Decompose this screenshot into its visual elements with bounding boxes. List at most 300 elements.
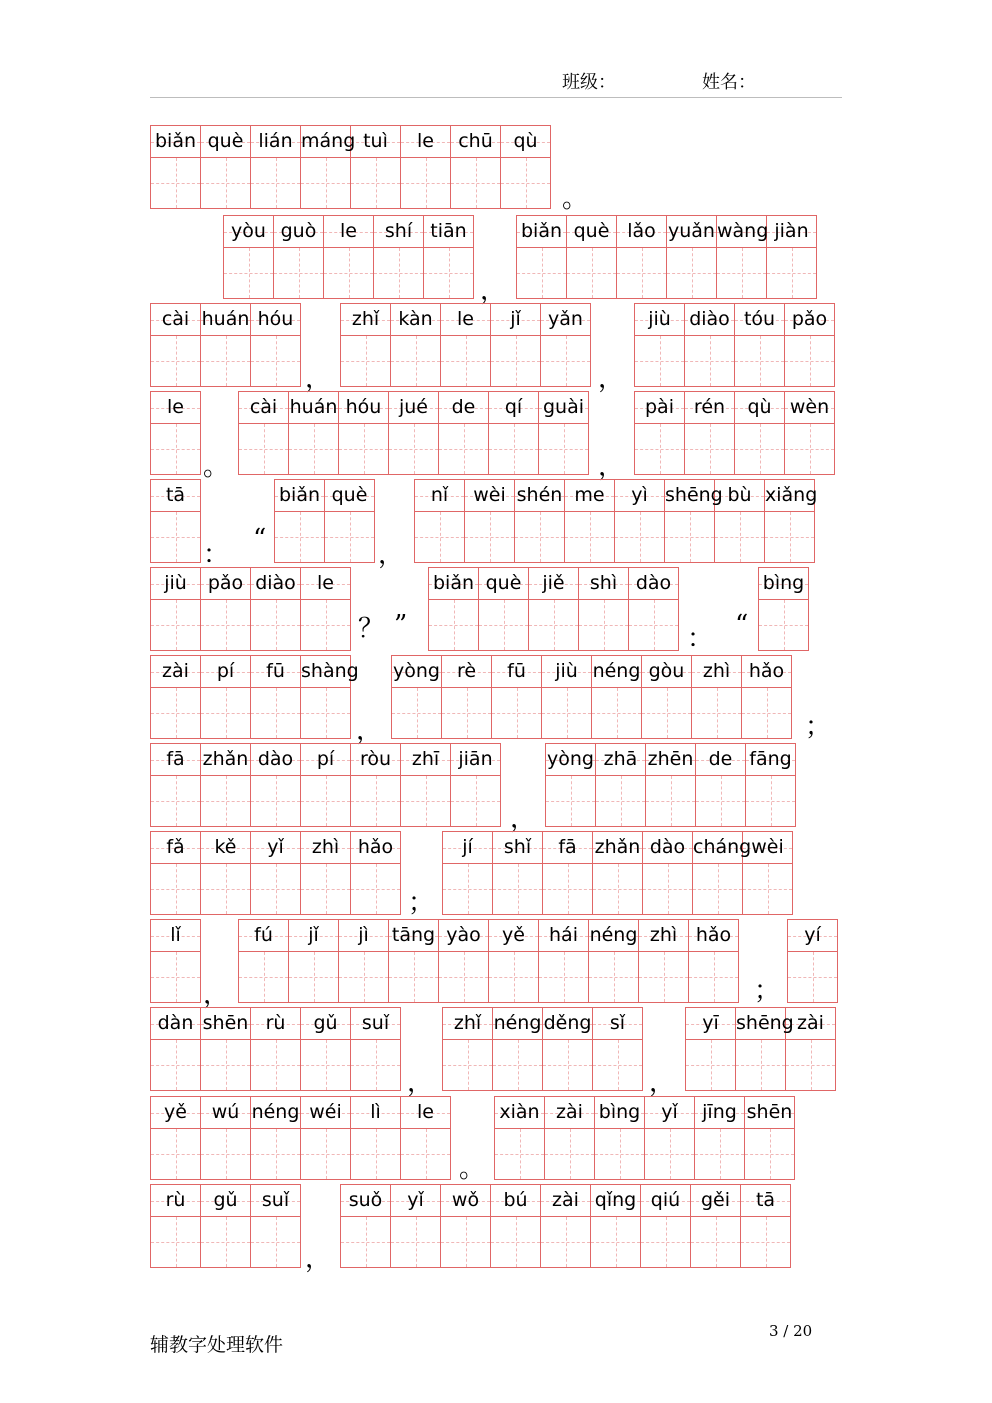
- hanzi-box[interactable]: [351, 158, 400, 208]
- writing-cell[interactable]: [695, 743, 746, 827]
- writing-cell[interactable]: [734, 391, 785, 475]
- hanzi-box[interactable]: [201, 688, 250, 738]
- hanzi-box[interactable]: [543, 864, 592, 914]
- hanzi-box[interactable]: [643, 864, 692, 914]
- writing-cell[interactable]: [640, 1184, 691, 1268]
- hanzi-box[interactable]: [289, 952, 338, 1002]
- hanzi-box[interactable]: [441, 1217, 490, 1267]
- hanzi-box[interactable]: [545, 1129, 594, 1179]
- hanzi-box[interactable]: [324, 248, 373, 298]
- writing-cell[interactable]: [538, 919, 589, 1003]
- hanzi-box[interactable]: [201, 776, 250, 826]
- hanzi-box[interactable]: [301, 776, 350, 826]
- writing-cell[interactable]: [150, 479, 201, 563]
- writing-cell[interactable]: [250, 567, 301, 651]
- hanzi-box[interactable]: [759, 600, 808, 650]
- hanzi-box[interactable]: [251, 336, 300, 386]
- writing-cell[interactable]: [150, 743, 201, 827]
- hanzi-box[interactable]: [301, 600, 350, 650]
- writing-cell[interactable]: [200, 1007, 251, 1091]
- hanzi-box[interactable]: [765, 512, 814, 562]
- hanzi-box[interactable]: [736, 1040, 785, 1090]
- hanzi-box[interactable]: [742, 688, 791, 738]
- hanzi-box[interactable]: [579, 600, 628, 650]
- hanzi-box[interactable]: [251, 1129, 300, 1179]
- writing-cell[interactable]: [595, 743, 646, 827]
- hanzi-box[interactable]: [743, 864, 792, 914]
- hanzi-box[interactable]: [201, 1129, 250, 1179]
- hanzi-box[interactable]: [339, 952, 388, 1002]
- hanzi-box[interactable]: [351, 864, 400, 914]
- hanzi-box[interactable]: [151, 1217, 200, 1267]
- pinyin-text: jiān: [458, 748, 493, 770]
- writing-cell[interactable]: [564, 479, 615, 563]
- writing-cell[interactable]: [638, 919, 689, 1003]
- writing-cell[interactable]: [591, 655, 642, 739]
- writing-cell[interactable]: [544, 1096, 595, 1180]
- hanzi-box[interactable]: [629, 600, 678, 650]
- hanzi-box[interactable]: [201, 1040, 250, 1090]
- writing-cell[interactable]: [578, 567, 629, 651]
- writing-cell[interactable]: [414, 479, 465, 563]
- hanzi-box[interactable]: [479, 600, 528, 650]
- hanzi-box[interactable]: [415, 512, 464, 562]
- writing-cell[interactable]: [566, 215, 617, 299]
- hanzi-box[interactable]: [351, 1129, 400, 1179]
- hanzi-box[interactable]: [546, 776, 595, 826]
- hanzi-box[interactable]: [595, 1129, 644, 1179]
- writing-cell[interactable]: [692, 831, 752, 915]
- hanzi-box[interactable]: [251, 864, 300, 914]
- hanzi-box[interactable]: [151, 1040, 200, 1090]
- writing-cell[interactable]: [690, 1184, 741, 1268]
- writing-cell[interactable]: [274, 479, 325, 563]
- writing-cell[interactable]: [200, 655, 251, 739]
- hanzi-box[interactable]: [495, 1129, 544, 1179]
- hanzi-box[interactable]: [786, 1040, 835, 1090]
- hanzi-box[interactable]: [565, 512, 614, 562]
- writing-cell[interactable]: [400, 743, 451, 827]
- writing-cell[interactable]: [200, 743, 251, 827]
- writing-cell[interactable]: [200, 831, 251, 915]
- hanzi-box[interactable]: [351, 1040, 400, 1090]
- writing-cell[interactable]: [300, 1096, 351, 1180]
- writing-cell[interactable]: [441, 655, 492, 739]
- tianzige-group: [150, 1007, 400, 1091]
- writing-cell[interactable]: [644, 1096, 695, 1180]
- hanzi-box[interactable]: [401, 1129, 450, 1179]
- writing-cell[interactable]: [500, 125, 551, 209]
- writing-cell[interactable]: [628, 567, 679, 651]
- writing-cell[interactable]: [324, 479, 375, 563]
- hanzi-box[interactable]: [275, 512, 324, 562]
- writing-cell[interactable]: [478, 567, 529, 651]
- writing-cell[interactable]: [338, 919, 389, 1003]
- writing-cell[interactable]: [350, 831, 401, 915]
- hanzi-box[interactable]: [635, 336, 684, 386]
- hanzi-box[interactable]: [224, 248, 273, 298]
- pinyin-text: zhī: [411, 748, 440, 770]
- hanzi-box[interactable]: [689, 952, 738, 1002]
- hanzi-box[interactable]: [251, 600, 300, 650]
- hanzi-box[interactable]: [596, 776, 645, 826]
- writing-cell[interactable]: [150, 1096, 201, 1180]
- hanzi-box[interactable]: [696, 776, 745, 826]
- writing-cell[interactable]: [200, 567, 251, 651]
- writing-cell[interactable]: [542, 831, 593, 915]
- writing-cell[interactable]: [200, 1184, 251, 1268]
- writing-cell[interactable]: [250, 1184, 301, 1268]
- writing-cell[interactable]: [450, 125, 501, 209]
- writing-cell[interactable]: [528, 567, 579, 651]
- writing-cell[interactable]: [594, 1096, 645, 1180]
- writing-cell[interactable]: [516, 215, 567, 299]
- hanzi-box[interactable]: [745, 1129, 794, 1179]
- writing-cell[interactable]: [150, 567, 201, 651]
- writing-cell[interactable]: [642, 831, 693, 915]
- hanzi-box[interactable]: [151, 952, 200, 1002]
- hanzi-box[interactable]: [301, 864, 350, 914]
- hanzi-box[interactable]: [239, 424, 288, 474]
- writing-cell[interactable]: [590, 1184, 641, 1268]
- writing-cell[interactable]: [538, 391, 589, 475]
- writing-cell[interactable]: [787, 919, 838, 1003]
- writing-cell[interactable]: [616, 215, 667, 299]
- hanzi-box[interactable]: [542, 688, 591, 738]
- hanzi-box[interactable]: [492, 688, 541, 738]
- hanzi-box[interactable]: [493, 1040, 542, 1090]
- writing-cell[interactable]: [614, 479, 665, 563]
- hanzi-box[interactable]: [301, 1129, 350, 1179]
- hanzi-box[interactable]: [201, 600, 250, 650]
- writing-cell[interactable]: [758, 567, 809, 651]
- writing-cell[interactable]: [784, 391, 835, 475]
- writing-cell[interactable]: [338, 391, 389, 475]
- writing-cell[interactable]: [488, 391, 539, 475]
- hanzi-box[interactable]: [491, 1217, 540, 1267]
- writing-cell[interactable]: [745, 743, 796, 827]
- hanzi-box[interactable]: [201, 158, 250, 208]
- writing-cell[interactable]: [150, 919, 201, 1003]
- hanzi-box[interactable]: [151, 600, 200, 650]
- hanzi-box[interactable]: [529, 600, 578, 650]
- writing-cell[interactable]: [442, 1007, 493, 1091]
- hanzi-box[interactable]: [592, 688, 641, 738]
- writing-cell[interactable]: [400, 1096, 451, 1180]
- writing-cell[interactable]: [250, 1007, 301, 1091]
- writing-cell[interactable]: [340, 1184, 391, 1268]
- writing-cell[interactable]: [440, 303, 491, 387]
- writing-cell[interactable]: [740, 1184, 791, 1268]
- writing-cell[interactable]: [492, 1007, 543, 1091]
- writing-cell[interactable]: [490, 303, 541, 387]
- writing-cell[interactable]: [514, 479, 565, 563]
- writing-cell[interactable]: [464, 479, 515, 563]
- hanzi-box[interactable]: [591, 1217, 640, 1267]
- hanzi-box[interactable]: [151, 158, 200, 208]
- hanzi-box[interactable]: [646, 776, 695, 826]
- writing-cell[interactable]: [735, 1007, 794, 1091]
- writing-cell[interactable]: [716, 215, 767, 299]
- writing-cell[interactable]: [634, 303, 685, 387]
- writing-cell[interactable]: [223, 215, 274, 299]
- writing-cell[interactable]: [150, 1007, 201, 1091]
- hanzi-box[interactable]: [341, 336, 390, 386]
- writing-cell[interactable]: [388, 391, 439, 475]
- hanzi-box[interactable]: [686, 1040, 735, 1090]
- hanzi-box[interactable]: [645, 1129, 694, 1179]
- hanzi-box[interactable]: [685, 336, 734, 386]
- writing-cell[interactable]: [150, 303, 201, 387]
- writing-cell[interactable]: [150, 391, 201, 475]
- hanzi-box[interactable]: [635, 424, 684, 474]
- writing-cell[interactable]: [684, 303, 735, 387]
- writing-cell[interactable]: [440, 1184, 491, 1268]
- hanzi-box[interactable]: [439, 952, 488, 1002]
- hanzi-box[interactable]: [442, 688, 491, 738]
- writing-cell[interactable]: [373, 215, 424, 299]
- hanzi-box[interactable]: [615, 512, 664, 562]
- hanzi-box[interactable]: [767, 248, 816, 298]
- hanzi-box[interactable]: [351, 776, 400, 826]
- hanzi-box[interactable]: [593, 1040, 642, 1090]
- hanzi-box[interactable]: [251, 776, 300, 826]
- hanzi-box[interactable]: [515, 512, 564, 562]
- writing-cell[interactable]: [685, 1007, 736, 1091]
- hanzi-box[interactable]: [401, 158, 450, 208]
- writing-cell[interactable]: [250, 743, 301, 827]
- writing-cell[interactable]: [250, 303, 301, 387]
- hanzi-box[interactable]: [325, 512, 374, 562]
- writing-cell[interactable]: [340, 303, 391, 387]
- writing-cell[interactable]: [592, 831, 643, 915]
- hanzi-box[interactable]: [389, 952, 438, 1002]
- writing-cell[interactable]: [764, 479, 818, 563]
- pinyin-text: néng: [251, 1101, 300, 1123]
- hanzi-box[interactable]: [401, 776, 450, 826]
- hanzi-box[interactable]: [489, 424, 538, 474]
- hanzi-box[interactable]: [251, 1217, 300, 1267]
- writing-cell[interactable]: [641, 655, 692, 739]
- hanzi-box[interactable]: [441, 336, 490, 386]
- writing-cell[interactable]: [300, 831, 351, 915]
- writing-cell[interactable]: [250, 1096, 301, 1180]
- hanzi-box[interactable]: [735, 336, 784, 386]
- writing-cell[interactable]: [150, 655, 201, 739]
- hanzi-box[interactable]: [746, 776, 795, 826]
- hanzi-box[interactable]: [667, 248, 716, 298]
- hanzi-box[interactable]: [151, 1129, 200, 1179]
- writing-cell[interactable]: [350, 1096, 401, 1180]
- hanzi-box[interactable]: [642, 688, 691, 738]
- hanzi-box[interactable]: [695, 1129, 744, 1179]
- writing-cell[interactable]: [288, 919, 339, 1003]
- hanzi-box[interactable]: [715, 512, 764, 562]
- writing-cell[interactable]: [350, 125, 401, 209]
- hanzi-box[interactable]: [301, 158, 350, 208]
- writing-cell[interactable]: [323, 215, 374, 299]
- writing-cell[interactable]: [388, 919, 439, 1003]
- writing-cell[interactable]: [540, 1184, 591, 1268]
- writing-cell[interactable]: [688, 919, 739, 1003]
- writing-cell[interactable]: [540, 303, 591, 387]
- hanzi-box[interactable]: [451, 776, 500, 826]
- writing-cell[interactable]: [494, 1096, 545, 1180]
- writing-cell[interactable]: [592, 1007, 643, 1091]
- writing-cell[interactable]: [542, 1007, 593, 1091]
- hanzi-box[interactable]: [517, 248, 566, 298]
- hanzi-box[interactable]: [639, 952, 688, 1002]
- hanzi-box[interactable]: [788, 952, 837, 1002]
- tianzige-group: [238, 919, 738, 1003]
- hanzi-box[interactable]: [151, 424, 200, 474]
- hanzi-box[interactable]: [201, 336, 250, 386]
- hanzi-box[interactable]: [151, 864, 200, 914]
- hanzi-box[interactable]: [567, 248, 616, 298]
- hanzi-box[interactable]: [443, 1040, 492, 1090]
- writing-cell[interactable]: [766, 215, 817, 299]
- writing-cell[interactable]: [741, 655, 792, 739]
- hanzi-box[interactable]: [443, 864, 492, 914]
- writing-cell[interactable]: [300, 125, 356, 209]
- hanzi-box[interactable]: [339, 424, 388, 474]
- writing-cell[interactable]: [666, 215, 717, 299]
- hanzi-box[interactable]: [251, 688, 300, 738]
- hanzi-box[interactable]: [617, 248, 666, 298]
- hanzi-box[interactable]: [685, 424, 734, 474]
- writing-cell[interactable]: [400, 125, 451, 209]
- writing-cell[interactable]: [634, 391, 685, 475]
- hanzi-box[interactable]: [439, 424, 488, 474]
- writing-cell[interactable]: [350, 743, 401, 827]
- writing-cell[interactable]: [645, 743, 696, 827]
- writing-cell[interactable]: [250, 831, 301, 915]
- writing-cell[interactable]: [250, 655, 301, 739]
- writing-cell[interactable]: [450, 743, 501, 827]
- writing-cell[interactable]: [691, 655, 742, 739]
- writing-cell[interactable]: [300, 743, 351, 827]
- hanzi-box[interactable]: [692, 688, 741, 738]
- hanzi-box[interactable]: [391, 336, 440, 386]
- hanzi-box[interactable]: [539, 424, 588, 474]
- hanzi-box[interactable]: [392, 688, 441, 738]
- hanzi-box[interactable]: [541, 1217, 590, 1267]
- hanzi-box[interactable]: [289, 424, 338, 474]
- writing-cell[interactable]: [428, 567, 479, 651]
- hanzi-box[interactable]: [151, 336, 200, 386]
- hanzi-box[interactable]: [465, 512, 514, 562]
- writing-cell[interactable]: [438, 391, 489, 475]
- writing-cell[interactable]: [150, 1184, 201, 1268]
- hanzi-box[interactable]: [201, 1217, 250, 1267]
- hanzi-box[interactable]: [429, 600, 478, 650]
- writing-cell[interactable]: [491, 655, 542, 739]
- hanzi-box[interactable]: [493, 864, 542, 914]
- writing-cell[interactable]: [300, 1007, 351, 1091]
- hanzi-box[interactable]: [251, 1040, 300, 1090]
- hanzi-box[interactable]: [274, 248, 323, 298]
- writing-cell[interactable]: [250, 125, 301, 209]
- hanzi-box[interactable]: [785, 424, 834, 474]
- writing-cell[interactable]: [391, 655, 442, 739]
- hanzi-box[interactable]: [151, 512, 200, 562]
- writing-cell[interactable]: [300, 567, 351, 651]
- hanzi-box[interactable]: [717, 248, 766, 298]
- hanzi-box[interactable]: [151, 688, 200, 738]
- writing-cell[interactable]: [200, 303, 251, 387]
- hanzi-box[interactable]: [451, 158, 500, 208]
- writing-cell[interactable]: [423, 215, 474, 299]
- hanzi-box[interactable]: [691, 1217, 740, 1267]
- hanzi-box[interactable]: [391, 1217, 440, 1267]
- writing-cell[interactable]: [273, 215, 324, 299]
- writing-cell[interactable]: [744, 1096, 795, 1180]
- pinyin-text: hóu: [257, 308, 294, 330]
- hanzi-box[interactable]: [239, 952, 288, 1002]
- writing-cell[interactable]: [694, 1096, 745, 1180]
- hanzi-box[interactable]: [593, 864, 642, 914]
- hanzi-box[interactable]: [424, 248, 473, 298]
- writing-cell[interactable]: [492, 831, 543, 915]
- hanzi-box[interactable]: [543, 1040, 592, 1090]
- hanzi-box[interactable]: [151, 776, 200, 826]
- writing-cell[interactable]: [238, 391, 289, 475]
- writing-cell[interactable]: [664, 479, 723, 563]
- hanzi-box[interactable]: [641, 1217, 690, 1267]
- hanzi-box[interactable]: [341, 1217, 390, 1267]
- hanzi-box[interactable]: [301, 688, 350, 738]
- hanzi-box[interactable]: [735, 424, 784, 474]
- hanzi-box[interactable]: [589, 952, 638, 1002]
- writing-cell[interactable]: [490, 1184, 541, 1268]
- hanzi-box[interactable]: [541, 336, 590, 386]
- writing-cell[interactable]: [684, 391, 735, 475]
- hanzi-box[interactable]: [741, 1217, 790, 1267]
- hanzi-box[interactable]: [301, 1040, 350, 1090]
- writing-cell[interactable]: [784, 303, 835, 387]
- writing-cell[interactable]: [150, 125, 201, 209]
- writing-cell[interactable]: [545, 743, 596, 827]
- writing-cell[interactable]: [300, 655, 359, 739]
- writing-cell[interactable]: [488, 919, 539, 1003]
- writing-cell[interactable]: [288, 391, 339, 475]
- hanzi-box[interactable]: [201, 864, 250, 914]
- writing-cell[interactable]: [438, 919, 489, 1003]
- hanzi-box[interactable]: [251, 158, 300, 208]
- writing-cell[interactable]: [541, 655, 592, 739]
- hanzi-box[interactable]: [693, 864, 742, 914]
- writing-cell[interactable]: [390, 303, 441, 387]
- writing-cell[interactable]: [390, 1184, 441, 1268]
- hanzi-box[interactable]: [489, 952, 538, 1002]
- writing-cell[interactable]: [150, 831, 201, 915]
- tianzige-group: [758, 567, 808, 651]
- hanzi-box[interactable]: [491, 336, 540, 386]
- writing-cell[interactable]: [350, 1007, 401, 1091]
- hanzi-box[interactable]: [539, 952, 588, 1002]
- hanzi-box[interactable]: [785, 336, 834, 386]
- writing-cell[interactable]: [200, 1096, 251, 1180]
- hanzi-box[interactable]: [374, 248, 423, 298]
- hanzi-box[interactable]: [665, 512, 714, 562]
- writing-cell[interactable]: [588, 919, 639, 1003]
- writing-cell[interactable]: [442, 831, 493, 915]
- writing-cell[interactable]: [200, 125, 251, 209]
- hanzi-box[interactable]: [501, 158, 550, 208]
- writing-cell[interactable]: [734, 303, 785, 387]
- writing-cell[interactable]: [238, 919, 289, 1003]
- hanzi-box[interactable]: [389, 424, 438, 474]
